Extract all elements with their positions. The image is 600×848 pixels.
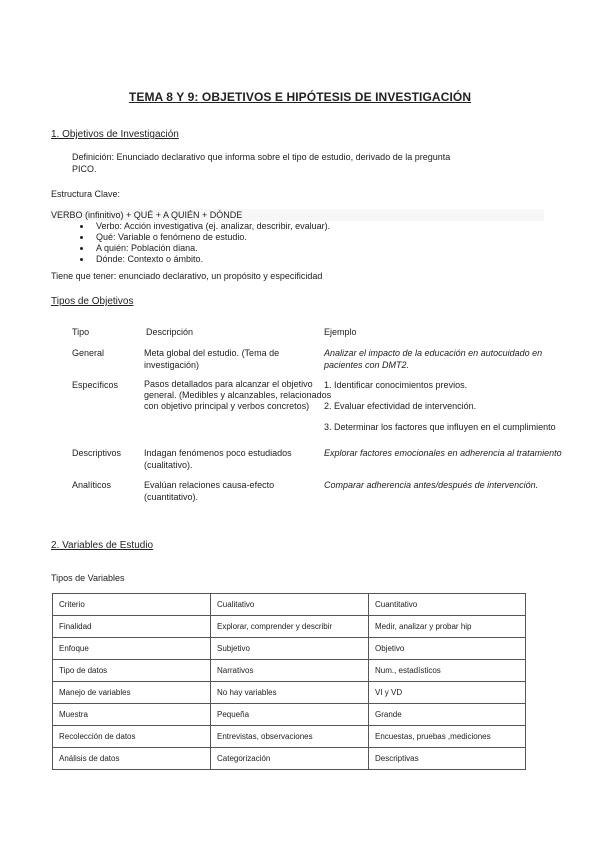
table-cell: No hay variables: [211, 682, 369, 704]
requirements-note: Tiene que tener: enunciado declarativo, un propósito y especificidad: [51, 271, 323, 281]
table-cell: Tipo de datos: [53, 660, 211, 682]
table-cell: Pequeña: [211, 704, 369, 726]
table-cell: Categorización: [211, 748, 369, 770]
objetivo-desc-especificos: Pasos detallados para alcanzar el objetivo general. (Medibles y alcanzables, relacionados con objetivo principal y verbos concretos): [144, 379, 332, 411]
objetivos-header-ejemplo: Ejemplo: [324, 327, 357, 337]
section-heading-variables: 2. Variables de Estudio: [51, 540, 154, 551]
table-row: [53, 616, 526, 638]
table-cell: Explorar, comprender y describir: [211, 616, 369, 638]
tipos-variables-heading: Tipos de Variables: [51, 573, 125, 583]
objetivo-desc-analiticos: Evalúan relaciones causa-efecto (cuantitativo).: [144, 480, 275, 502]
objetivo-desc-descriptivos: Indagan fenómenos poco estudiados (cualitativo).: [144, 448, 292, 470]
estructura-label: Estructura Clave:: [51, 189, 121, 199]
section-heading-objetivos: 1. Objetivos de Investigación: [51, 129, 179, 140]
table-cell: Entrevistas, observaciones: [211, 726, 369, 748]
table-cell: Finalidad: [53, 616, 211, 638]
table-row: [53, 748, 526, 770]
table-cell: Num., estadísticos: [369, 660, 526, 682]
table-cell: VI y VD: [369, 682, 526, 704]
definition-line-1: Definición: Enunciado declarativo que informa sobre el tipo de estudio, derivado de la pregunta: [72, 152, 451, 162]
objetivo-ejemplo-general: Analizar el impacto de la educación en autocuidado en pacientes con DMT2.: [324, 348, 543, 370]
bullet-item: • Dónde: Contexto o ámbito.: [92, 254, 330, 265]
bullet-item: • Verbo: Acción investigativa (ej. analizar, describir, evaluar).: [92, 221, 330, 232]
estructura-bullets: [80, 221, 330, 265]
objetivos-header-descripcion: Descripción: [146, 327, 194, 337]
page-title: TEMA 8 Y 9: OBJETIVOS E HIPÓTESIS DE INVESTIGACIÓN: [128, 90, 472, 104]
objetivo-ejemplo-analiticos: Comparar adherencia antes/después de intervención.: [324, 480, 539, 490]
table-cell: Subjetivo: [211, 638, 369, 660]
definition-line-2: PICO.: [72, 164, 97, 174]
table-cell: Manejo de variables: [53, 682, 211, 704]
objetivo-tipo-general: General: [72, 348, 105, 358]
objetivo-tipo-especificos: Específicos: [72, 380, 119, 390]
objetivo-tipo-analiticos: Analíticos: [72, 480, 112, 490]
table-cell: Recolección de datos: [53, 726, 211, 748]
table-cell: Muestra: [53, 704, 211, 726]
objetivo-ejemplo-especificos-2: 2. Evaluar efectividad de intervención.: [324, 401, 477, 411]
table-row: [53, 682, 526, 704]
table-row: [53, 660, 526, 682]
table-row: [53, 726, 526, 748]
table-cell: Enfoque: [53, 638, 211, 660]
table-cell: Medir, analizar y probar hip: [369, 616, 526, 638]
table-cell: Cualitativo: [211, 594, 369, 616]
objetivo-desc-general: Meta global del estudio. (Tema de investigación): [144, 348, 280, 370]
table-cell: Grande: [369, 704, 526, 726]
objetivos-header-tipo: Tipo: [72, 327, 90, 337]
objetivo-ejemplo-especificos-1: 1. Identificar conocimientos previos.: [324, 380, 468, 390]
table-cell: Criterio: [53, 594, 211, 616]
table-row: [53, 638, 526, 660]
objetivo-tipo-descriptivos: Descriptivos: [72, 448, 122, 458]
objetivo-ejemplo-descriptivos: Explorar factores emocionales en adherencia al tratamiento: [324, 448, 562, 458]
table-cell: Análisis de datos: [53, 748, 211, 770]
tipos-objetivos-heading: Tipos de Objetivos: [51, 296, 134, 307]
table-row: [53, 704, 526, 726]
variables-table: [52, 593, 526, 770]
table-cell: Encuestas, pruebas ,mediciones: [369, 726, 526, 748]
table-cell: Narrativos: [211, 660, 369, 682]
table-cell: Descriptivas: [369, 748, 526, 770]
formula-text: VERBO (infinitivo) + QUÉ + A QUIÉN + DÓNDE: [51, 210, 243, 220]
table-row: [53, 594, 526, 616]
table-cell: Objetivo: [369, 638, 526, 660]
bullet-item: • Qué: Variable o fenómeno de estudio.: [92, 232, 330, 243]
bullet-item: • A quién: Población diana.: [92, 243, 330, 254]
table-cell: Cuantitativo: [369, 594, 526, 616]
objetivo-ejemplo-especificos-3: 3. Determinar los factores que influyen en el cumplimiento: [324, 422, 556, 432]
